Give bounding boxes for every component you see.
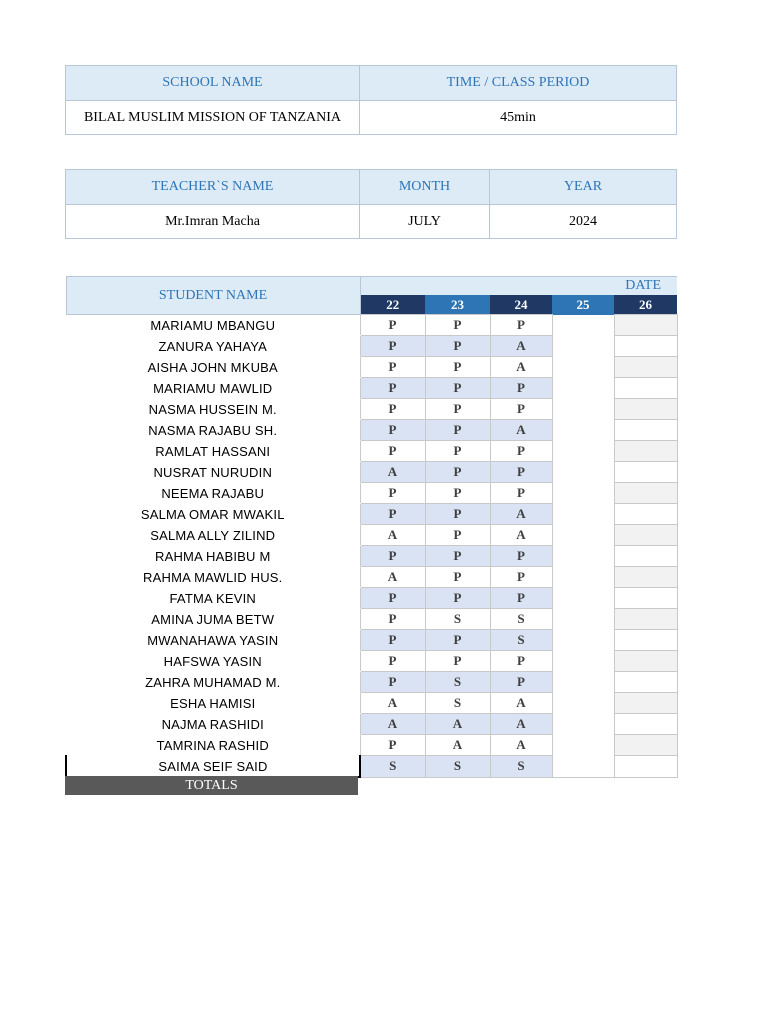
attendance-mark-day-24[interactable]: P [490,651,552,672]
attendance-mark-day-24[interactable]: A [490,714,552,735]
attendance-mark-day-25[interactable] [552,546,614,567]
attendance-mark-day-23[interactable]: P [425,525,490,546]
attendance-mark-day-23[interactable]: P [425,630,490,651]
table-row [66,357,677,378]
attendance-mark-day-25[interactable] [552,651,614,672]
student-name: NASMA HUSSEIN M. [148,401,277,417]
attendance-mark-day-22[interactable]: A [360,525,425,546]
month-value[interactable]: JULY [360,205,490,239]
attendance-mark-day-24[interactable]: P [490,399,552,420]
attendance-mark-day-24[interactable]: S [490,630,552,651]
student-name: MWANAHAWA YASIN [147,632,279,648]
attendance-mark-day-26[interactable] [614,756,677,778]
attendance-mark-day-26[interactable] [614,525,677,546]
attendance-mark-day-22[interactable]: P [360,735,425,756]
attendance-mark-day-23[interactable]: S [425,756,490,778]
attendance-mark-day-23[interactable]: P [425,651,490,672]
table-row [66,672,677,693]
attendance-mark-day-24[interactable]: P [490,672,552,693]
attendance-mark-day-23[interactable]: P [425,483,490,504]
attendance-mark-day-24[interactable]: A [490,693,552,714]
table-row [66,441,677,462]
attendance-mark-day-24[interactable]: P [490,315,552,336]
attendance-mark-day-26[interactable] [614,714,677,735]
attendance-mark-day-26[interactable] [614,735,677,756]
attendance-mark-day-23[interactable]: P [425,588,490,609]
student-name: ZANURA YAHAYA [158,338,268,354]
student-name: MARIAMU MAWLID [153,380,273,396]
student-name: RAHMA MAWLID HUS. [143,569,283,585]
student-name: NEEMA RAJABU [161,485,265,501]
attendance-mark-day-25[interactable] [552,399,614,420]
attendance-mark-day-25[interactable] [552,588,614,609]
attendance-mark-day-22[interactable]: P [360,420,425,441]
attendance-mark-day-25[interactable] [552,693,614,714]
attendance-mark-day-25[interactable] [552,714,614,735]
attendance-mark-day-25[interactable] [552,609,614,630]
attendance-mark-day-24[interactable]: A [490,525,552,546]
attendance-mark-day-22[interactable]: P [360,483,425,504]
attendance-mark-day-23[interactable]: S [425,609,490,630]
attendance-mark-day-24[interactable]: P [490,441,552,462]
attendance-mark-day-22[interactable]: A [360,567,425,588]
year-value[interactable]: 2024 [490,205,677,239]
table-row [66,630,677,651]
attendance-mark-day-26[interactable] [614,546,677,567]
attendance-mark-day-26[interactable] [614,357,677,378]
teacher-name-value[interactable]: Mr.Imran Macha [66,205,360,239]
totals-label: TOTALS [65,776,358,795]
attendance-mark-day-25[interactable] [552,567,614,588]
table-row [66,378,677,399]
day-header-22: 22 [360,295,425,315]
student-name: MARIAMU MBANGU [150,317,276,333]
attendance-mark-day-25[interactable] [552,483,614,504]
day-header-24: 24 [490,295,552,315]
attendance-mark-day-23[interactable]: S [425,693,490,714]
attendance-mark-day-26[interactable] [614,378,677,399]
table-row [66,693,677,714]
attendance-mark-day-22[interactable]: P [360,546,425,567]
attendance-mark-day-24[interactable]: S [490,609,552,630]
table-row [66,609,677,630]
day-header-23: 23 [425,295,490,315]
attendance-mark-day-23[interactable]: P [425,357,490,378]
student-name: NASMA RAJABU SH. [148,422,278,438]
attendance-mark-day-24[interactable]: A [490,735,552,756]
attendance-mark-day-25[interactable] [552,378,614,399]
attendance-mark-day-22[interactable]: S [360,756,425,778]
attendance-mark-day-24[interactable]: S [490,756,552,778]
table-row [66,567,677,588]
attendance-mark-day-25[interactable] [552,357,614,378]
class-period-value[interactable]: 45min [360,101,677,135]
attendance-mark-day-23[interactable]: P [425,546,490,567]
teacher-info-table [65,169,677,239]
attendance-mark-day-22[interactable]: P [360,378,425,399]
attendance-mark-day-22[interactable]: A [360,714,425,735]
table-row [66,462,677,483]
attendance-mark-day-23[interactable]: P [425,441,490,462]
student-name-header: STUDENT NAME [66,277,360,315]
teacher-name-header: TEACHER`S NAME [66,170,360,205]
attendance-mark-day-22[interactable]: P [360,651,425,672]
attendance-mark-day-22[interactable]: P [360,504,425,525]
attendance-mark-day-25[interactable] [552,735,614,756]
attendance-mark-day-23[interactable]: P [425,567,490,588]
attendance-mark-day-24[interactable]: P [490,378,552,399]
attendance-mark-day-23[interactable]: A [425,735,490,756]
attendance-mark-day-26[interactable] [614,567,677,588]
attendance-mark-day-26[interactable] [614,462,677,483]
attendance-mark-day-26[interactable] [614,441,677,462]
attendance-mark-day-23[interactable]: P [425,315,490,336]
attendance-mark-day-25[interactable] [552,756,614,778]
attendance-mark-day-24[interactable]: A [490,357,552,378]
attendance-mark-day-25[interactable] [552,504,614,525]
student-name: ZAHRA MUHAMAD M. [145,674,281,690]
attendance-mark-day-24[interactable]: A [490,420,552,441]
day-header-26: 26 [614,295,677,315]
attendance-mark-day-22[interactable]: P [360,357,425,378]
student-name: AISHA JOHN MKUBA [147,359,278,375]
attendance-mark-day-24[interactable]: A [490,336,552,357]
table-row [66,420,677,441]
attendance-mark-day-26[interactable] [614,336,677,357]
attendance-mark-day-22[interactable]: P [360,399,425,420]
attendance-mark-day-22[interactable]: P [360,588,425,609]
attendance-mark-day-25[interactable] [552,315,614,336]
attendance-mark-day-24[interactable]: P [490,462,552,483]
attendance-mark-day-23[interactable]: P [425,462,490,483]
attendance-mark-day-26[interactable] [614,693,677,714]
attendance-table [65,276,678,778]
attendance-mark-day-25[interactable] [552,672,614,693]
table-row [66,756,677,778]
attendance-mark-day-22[interactable]: P [360,315,425,336]
table-row [66,735,677,756]
attendance-mark-day-26[interactable] [614,609,677,630]
table-row [66,504,677,525]
attendance-mark-day-23[interactable]: P [425,399,490,420]
student-name: NAJMA RASHIDI [161,716,264,732]
date-label: DATE [360,277,677,296]
attendance-mark-day-23[interactable]: S [425,672,490,693]
attendance-mark-day-23[interactable]: P [425,420,490,441]
attendance-mark-day-24[interactable]: A [490,504,552,525]
attendance-mark-day-22[interactable]: P [360,609,425,630]
year-header: YEAR [490,170,677,205]
table-row [66,399,677,420]
attendance-mark-day-22[interactable]: P [360,336,425,357]
attendance-mark-day-22[interactable]: P [360,630,425,651]
table-row [66,336,677,357]
school-info-table [65,65,677,135]
attendance-mark-day-23[interactable]: P [425,378,490,399]
student-name: RAMLAT HASSANI [155,443,271,459]
month-header: MONTH [360,170,490,205]
attendance-mark-day-23[interactable]: P [425,336,490,357]
attendance-mark-day-24[interactable]: P [490,567,552,588]
attendance-mark-day-22[interactable]: A [360,462,425,483]
student-name: SALMA ALLY ZILIND [150,527,276,543]
attendance-mark-day-24[interactable]: P [490,483,552,504]
class-period-header: TIME / CLASS PERIOD [360,66,677,101]
attendance-mark-day-26[interactable] [614,504,677,525]
table-row [66,483,677,504]
student-name: RAHMA HABIBU M [155,548,271,564]
table-row [66,588,677,609]
attendance-mark-day-24[interactable]: P [490,588,552,609]
attendance-mark-day-25[interactable] [552,462,614,483]
student-name: FATMA KEVIN [169,590,256,606]
student-name: ESHA HAMISI [170,695,256,711]
table-row [66,546,677,567]
school-name-value[interactable]: BILAL MUSLIM MISSION OF TANZANIA [66,101,360,135]
attendance-mark-day-24[interactable]: P [490,546,552,567]
attendance-mark-day-22[interactable]: P [360,672,425,693]
attendance-mark-day-25[interactable] [552,441,614,462]
attendance-mark-day-22[interactable]: A [360,693,425,714]
attendance-mark-day-26[interactable] [614,315,677,336]
table-row [66,525,677,546]
student-name: TAMRINA RASHID [156,737,269,753]
student-name: SALMA OMAR MWAKIL [140,506,285,522]
day-header-25: 25 [552,295,614,315]
attendance-mark-day-25[interactable] [552,420,614,441]
attendance-mark-day-23[interactable]: A [425,714,490,735]
student-name: HAFSWA YASIN [163,653,262,669]
attendance-mark-day-26[interactable] [614,588,677,609]
attendance-mark-day-26[interactable] [614,651,677,672]
table-row [66,315,677,336]
table-row [66,714,677,735]
attendance-mark-day-25[interactable] [552,630,614,651]
attendance-mark-day-26[interactable] [614,420,677,441]
student-name: AMINA JUMA BETW [151,611,275,627]
attendance-mark-day-25[interactable] [552,525,614,546]
student-name: SAIMA SEIF SAID [66,756,360,778]
attendance-mark-day-26[interactable] [614,672,677,693]
school-name-header: SCHOOL NAME [66,66,360,101]
attendance-rows [66,315,677,778]
attendance-mark-day-26[interactable] [614,483,677,504]
table-row [66,651,677,672]
attendance-mark-day-22[interactable]: P [360,441,425,462]
attendance-mark-day-26[interactable] [614,399,677,420]
attendance-mark-day-23[interactable]: P [425,504,490,525]
attendance-mark-day-25[interactable] [552,336,614,357]
attendance-mark-day-26[interactable] [614,630,677,651]
student-name: NUSRAT NURUDIN [153,464,273,480]
